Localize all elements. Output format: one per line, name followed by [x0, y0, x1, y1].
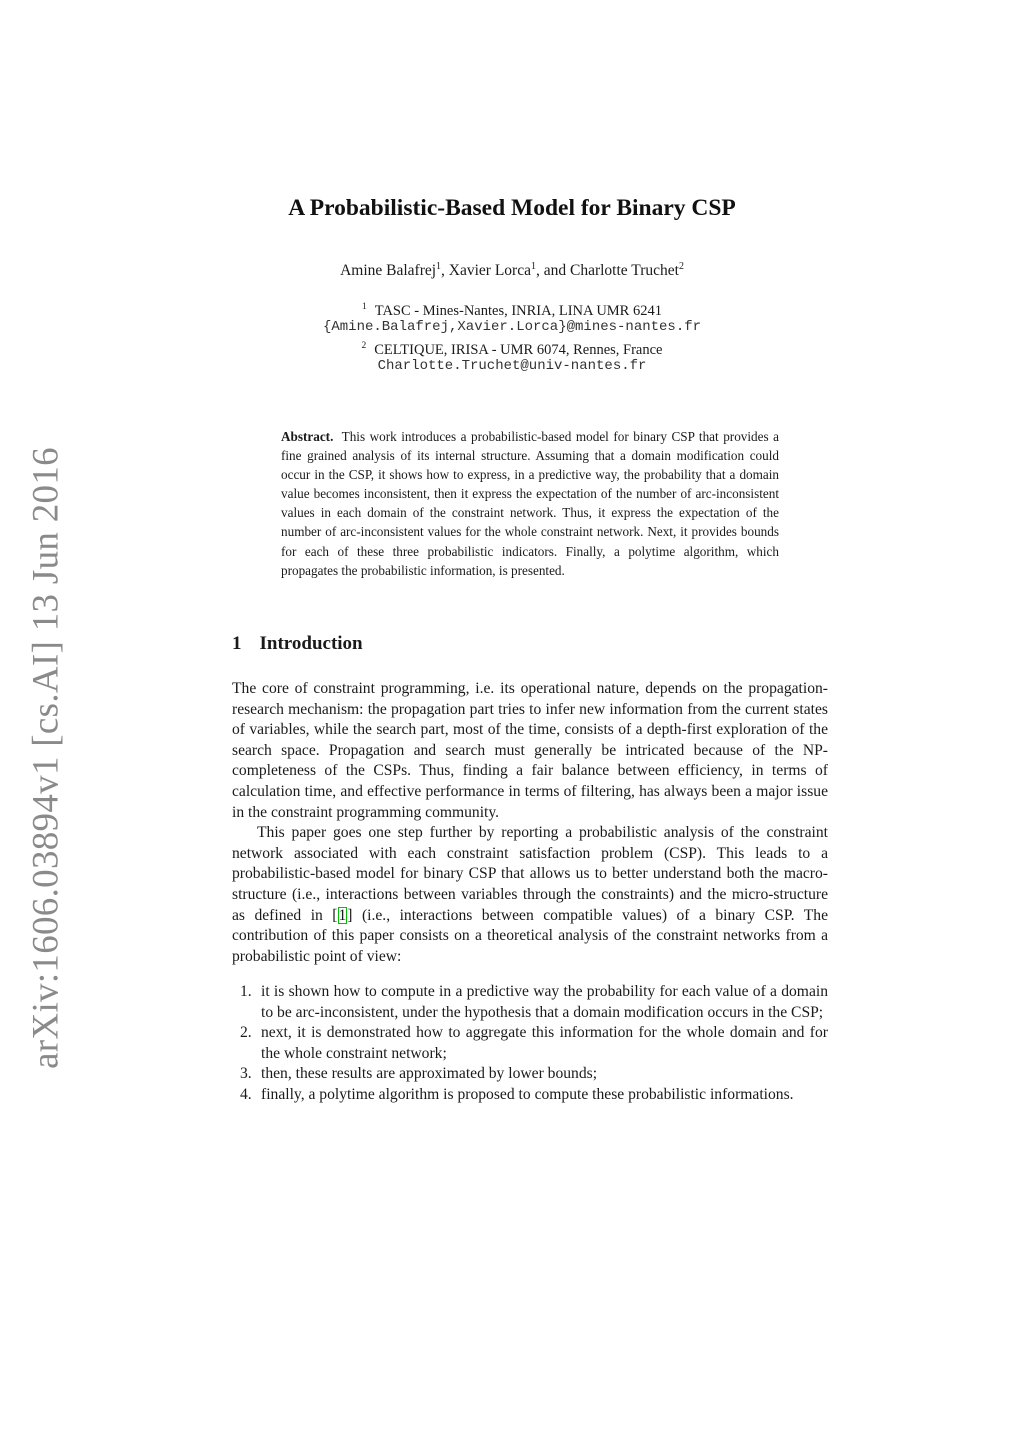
- section-heading: [232, 633, 363, 655]
- author-name: Charlotte Truchet: [570, 262, 679, 280]
- abstract-text: This work introduces a probabilistic-based model for binary CSP that provides a fine grained analysis of its internal structure. Assuming that a domain modification could occur in the CSP, it shows how to express, in a predictive way, the probability that a domain value becomes inconsistent, then it express the expectation of the number of arc-inconsistent values in each domain of the constraint network. Thus, it express the expectation of the number of arc-inconsistent values for the whole constraint network. Next, it provides bounds for each of these three probabilistic indicators. Finally, a polytime algorithm, which propagates the probabilistic information, is presented.: [281, 429, 779, 578]
- abstract-label: Abstract.: [281, 429, 334, 444]
- affiliation-2-email: Charlotte.Truchet@univ-nantes.fr: [377, 358, 647, 374]
- affiliation-2: $^2$ CELTIQUE, IRISA - UMR 6074, Rennes, France: [361, 341, 663, 358]
- list-number: 4.: [240, 1085, 252, 1103]
- affiliation-1: $^1$ TASC - Mines-Nantes, INRIA, LINA UMR 6241: [362, 302, 662, 319]
- author-affiliation-mark: 2: [678, 261, 684, 272]
- list-number: 2.: [240, 1024, 252, 1042]
- author-affiliation-mark: 1: [436, 261, 442, 272]
- list-item: 3. then, these results are approximated by lower bounds;: [232, 1064, 828, 1085]
- author-name: Xavier Lorca: [448, 262, 531, 280]
- contribution-list: [232, 982, 828, 1106]
- list-number: 3.: [240, 1065, 252, 1083]
- author-list: Amine Balafrej$^1$, Xavier Lorca$^1$, and Charlotte Truchet$^2$: [340, 261, 684, 280]
- affiliation-name: TASC - Mines-Nantes, INRIA, LINA UMR 6241: [374, 302, 662, 319]
- abstract: [281, 427, 779, 580]
- section-title: Introduction: [259, 633, 363, 654]
- author-name: Amine Balafrej: [340, 262, 437, 280]
- paragraph: This paper goes one step further by reporting a probabilistic analysis of the constraint network associated with each constraint satisfaction problem (CSP). This leads to a probabilistic-based model for binary CSP that allows us to better understand both the macro-structure (i.e., interactions between variables through the constraints) and the micro-structure as defined in [1] (i.e., interactions between compatible values) of a binary CSP. The contribution of this paper consists on a theoretical analysis of the constraint networks from a probabilistic point of view:: [232, 824, 829, 965]
- list-item: 2. next, it is demonstrated how to aggregate this information for the whole domain and for the whole constraint network;: [240, 1024, 828, 1062]
- introduction-body: [232, 679, 828, 967]
- author-affiliation-mark: 1: [530, 261, 536, 272]
- citation-link[interactable]: 1: [338, 906, 347, 924]
- list-number: 1.: [240, 983, 252, 1000]
- section-number: 1: [232, 633, 242, 654]
- paragraph: The core of constraint programming, i.e. its operational nature, depends on the propagation-research mechanism: the propagation part tries to infer new information from the current states of variables, while the search part, most of the time, consists of a depth-first exploration of the search space. Propagation and search must generally be intricated because of the NP-completeness of the CSPs. Thus, finding a fair balance between efficiency, in terms of calculation time, and effective performance in terms of filtering, has always been a major issue in the constraint programming community.: [232, 680, 828, 821]
- affiliation-1-email: {Amine.Balafrej,Xavier.Lorca}@mines-nantes.fr: [322, 319, 702, 335]
- affiliation-name: CELTIQUE, IRISA - UMR 6074, Rennes, France: [374, 341, 663, 358]
- arxiv-identifier-stamp: arXiv:1606.03894v1 [cs.AI] 13 Jun 2016: [25, 447, 67, 1069]
- list-item: 4. finally, a polytime algorithm is proposed to compute these probabilistic informations.: [232, 1085, 828, 1106]
- paper-title: A Probabilistic-Based Model for Binary CSP: [288, 195, 736, 221]
- list-item: 1. it is shown how to compute in a predictive way the probability for each value of a domain to be arc-inconsistent, under the hypothesis that a domain modification occurs in the CSP;: [240, 983, 828, 1021]
